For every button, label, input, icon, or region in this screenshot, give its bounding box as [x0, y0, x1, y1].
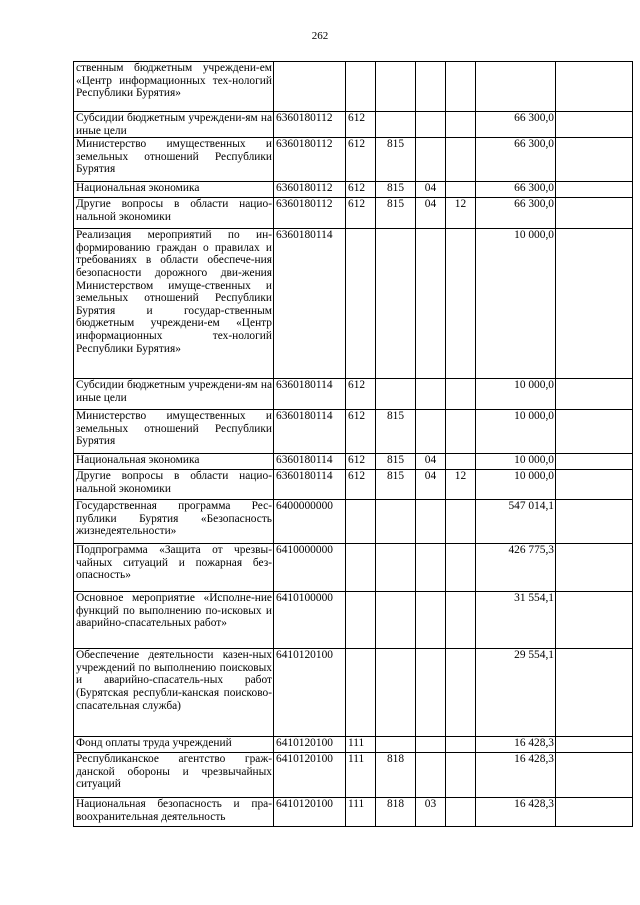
cell-section: 04: [416, 182, 446, 198]
cell-name: Субсидии бюджетным учреждени-ям на иные цели: [74, 379, 274, 410]
cell-ministry-code: 815: [376, 198, 416, 229]
cell-ministry-code: 815: [376, 410, 416, 454]
cell-expense-type: [346, 544, 376, 592]
cell-amount: 16 428,3: [476, 798, 556, 827]
cell-target-article: 6410120100: [274, 649, 346, 737]
cell-subsection: [446, 798, 476, 827]
cell-amount: 29 554,1: [476, 649, 556, 737]
cell-amount: 10 000,0: [476, 229, 556, 379]
cell-target-article: 6410120100: [274, 753, 346, 798]
cell-name: Министерство имущественных и земельных отношений Республики Бурятия: [74, 138, 274, 182]
cell-target-article: 6400000000: [274, 500, 346, 544]
cell-amount: 31 554,1: [476, 592, 556, 649]
cell-name: Национальная безопасность и пра-воохранительная деятельность: [74, 798, 274, 827]
cell-name: Республиканское агентство граж-данской обороны и чрезвычайных ситуаций: [74, 753, 274, 798]
cell-section: [416, 649, 446, 737]
table-row: [74, 182, 633, 198]
table-row: [74, 62, 633, 112]
cell-target-article: 6360180112: [274, 112, 346, 138]
cell-subsection: 12: [446, 198, 476, 229]
table-row: [74, 798, 633, 827]
cell-extra: [556, 798, 633, 827]
cell-name: ственным бюджетным учреждени-ем «Центр информационных тех-нологий Республики Бурятия»: [74, 62, 274, 112]
cell-section: [416, 592, 446, 649]
cell-amount: 547 014,1: [476, 500, 556, 544]
cell-subsection: [446, 229, 476, 379]
cell-extra: [556, 544, 633, 592]
cell-amount: 16 428,3: [476, 737, 556, 753]
cell-section: [416, 62, 446, 112]
cell-amount: 66 300,0: [476, 182, 556, 198]
cell-extra: [556, 470, 633, 500]
cell-ministry-code: [376, 649, 416, 737]
cell-subsection: [446, 737, 476, 753]
cell-ministry-code: [376, 737, 416, 753]
cell-expense-type: 111: [346, 753, 376, 798]
cell-section: [416, 410, 446, 454]
cell-extra: [556, 592, 633, 649]
cell-expense-type: 111: [346, 798, 376, 827]
cell-target-article: 6360180112: [274, 198, 346, 229]
cell-ministry-code: 815: [376, 138, 416, 182]
table-row: [74, 544, 633, 592]
cell-extra: [556, 229, 633, 379]
cell-target-article: 6360180114: [274, 229, 346, 379]
cell-ministry-code: [376, 62, 416, 112]
cell-ministry-code: [376, 500, 416, 544]
cell-amount: 10 000,0: [476, 470, 556, 500]
cell-ministry-code: [376, 379, 416, 410]
cell-section: [416, 379, 446, 410]
cell-target-article: 6410120100: [274, 737, 346, 753]
table-row: [74, 198, 633, 229]
cell-name: Другие вопросы в области нацио-нальной экономики: [74, 198, 274, 229]
cell-subsection: [446, 592, 476, 649]
table-row: [74, 737, 633, 753]
cell-target-article: 6360180112: [274, 182, 346, 198]
cell-name: Подпрограмма «Защита от чрезвы-чайных ситуаций и пожарная без-опасность»: [74, 544, 274, 592]
cell-subsection: [446, 544, 476, 592]
cell-section: [416, 753, 446, 798]
cell-subsection: [446, 410, 476, 454]
cell-expense-type: [346, 592, 376, 649]
cell-section: [416, 737, 446, 753]
cell-section: 04: [416, 470, 446, 500]
cell-expense-type: 111: [346, 737, 376, 753]
cell-amount: [476, 62, 556, 112]
table-row: [74, 379, 633, 410]
cell-target-article: 6360180112: [274, 138, 346, 182]
cell-expense-type: 612: [346, 379, 376, 410]
table-row: [74, 112, 633, 138]
cell-extra: [556, 138, 633, 182]
cell-name: Субсидии бюджетным учреждени-ям на иные цели: [74, 112, 274, 138]
cell-ministry-code: 818: [376, 798, 416, 827]
cell-ministry-code: 815: [376, 470, 416, 500]
table-row: [74, 470, 633, 500]
cell-subsection: [446, 138, 476, 182]
cell-expense-type: 612: [346, 182, 376, 198]
cell-section: [416, 229, 446, 379]
cell-expense-type: 612: [346, 138, 376, 182]
cell-extra: [556, 198, 633, 229]
cell-ministry-code: 818: [376, 753, 416, 798]
budget-table: [73, 61, 633, 827]
table-row: [74, 753, 633, 798]
cell-amount: 10 000,0: [476, 379, 556, 410]
cell-section: [416, 112, 446, 138]
cell-subsection: [446, 649, 476, 737]
cell-target-article: 6360180114: [274, 454, 346, 470]
cell-name: Реализация мероприятий по ин-формированию граждан о правилах и требованиях в области обеспече-ния безопасности дорожного дви-жения Министерством имуще-ственных и земельных отношений Республики Бурятия и государ-ственным бюджетным учреждени-ем «Центр информационных тех-нологий Республики Бурятия»: [74, 229, 274, 379]
table-row: [74, 138, 633, 182]
cell-subsection: [446, 500, 476, 544]
cell-amount: 66 300,0: [476, 138, 556, 182]
cell-name: Национальная экономика: [74, 454, 274, 470]
cell-section: 04: [416, 198, 446, 229]
cell-subsection: [446, 112, 476, 138]
cell-target-article: [274, 62, 346, 112]
cell-expense-type: 612: [346, 112, 376, 138]
table-row: [74, 649, 633, 737]
cell-expense-type: 612: [346, 410, 376, 454]
cell-extra: [556, 410, 633, 454]
cell-extra: [556, 182, 633, 198]
cell-extra: [556, 753, 633, 798]
table-row: [74, 500, 633, 544]
cell-extra: [556, 500, 633, 544]
cell-expense-type: [346, 500, 376, 544]
cell-target-article: 6410000000: [274, 544, 346, 592]
cell-target-article: 6360180114: [274, 470, 346, 500]
cell-ministry-code: [376, 592, 416, 649]
cell-amount: 426 775,3: [476, 544, 556, 592]
budget-table-body: [74, 62, 633, 827]
cell-target-article: 6360180114: [274, 410, 346, 454]
cell-subsection: 12: [446, 470, 476, 500]
cell-amount: 10 000,0: [476, 410, 556, 454]
cell-expense-type: [346, 229, 376, 379]
cell-target-article: 6410100000: [274, 592, 346, 649]
cell-target-article: 6410120100: [274, 798, 346, 827]
cell-expense-type: 612: [346, 454, 376, 470]
cell-name: Национальная экономика: [74, 182, 274, 198]
cell-name: Министерство имущественных и земельных отношений Республики Бурятия: [74, 410, 274, 454]
cell-subsection: [446, 454, 476, 470]
cell-name: Другие вопросы в области нацио-нальной экономики: [74, 470, 274, 500]
table-row: [74, 229, 633, 379]
cell-section: [416, 500, 446, 544]
cell-ministry-code: [376, 229, 416, 379]
cell-section: [416, 544, 446, 592]
page-number: 262: [311, 30, 329, 42]
cell-target-article: 6360180114: [274, 379, 346, 410]
cell-subsection: [446, 62, 476, 112]
cell-ministry-code: [376, 112, 416, 138]
cell-ministry-code: [376, 544, 416, 592]
cell-expense-type: [346, 649, 376, 737]
table-row: [74, 454, 633, 470]
cell-amount: 66 300,0: [476, 112, 556, 138]
cell-section: 03: [416, 798, 446, 827]
cell-name: Фонд оплаты труда учреждений: [74, 737, 274, 753]
cell-name: Основное мероприятие «Исполне-ние функций по выполнению по-исковых и аварийно-спасательных работ»: [74, 592, 274, 649]
cell-subsection: [446, 753, 476, 798]
cell-ministry-code: 815: [376, 182, 416, 198]
cell-name: Государственная программа Рес-публики Бурятия «Безопасность жизнедеятельности»: [74, 500, 274, 544]
cell-amount: 10 000,0: [476, 454, 556, 470]
table-row: [74, 592, 633, 649]
cell-ministry-code: 815: [376, 454, 416, 470]
cell-extra: [556, 112, 633, 138]
cell-expense-type: [346, 62, 376, 112]
cell-amount: 66 300,0: [476, 198, 556, 229]
cell-subsection: [446, 379, 476, 410]
cell-extra: [556, 454, 633, 470]
table-row: [74, 410, 633, 454]
cell-extra: [556, 62, 633, 112]
cell-extra: [556, 649, 633, 737]
cell-extra: [556, 737, 633, 753]
cell-section: [416, 138, 446, 182]
cell-extra: [556, 379, 633, 410]
cell-section: 04: [416, 454, 446, 470]
cell-amount: 16 428,3: [476, 753, 556, 798]
cell-expense-type: 612: [346, 470, 376, 500]
cell-expense-type: 612: [346, 198, 376, 229]
cell-subsection: [446, 182, 476, 198]
cell-name: Обеспечение деятельности казен-ных учреждений по выполнению поисковых и аварийно-спасатель-ных работ (Бурятская республи-канская поисково-спасательная служба): [74, 649, 274, 737]
